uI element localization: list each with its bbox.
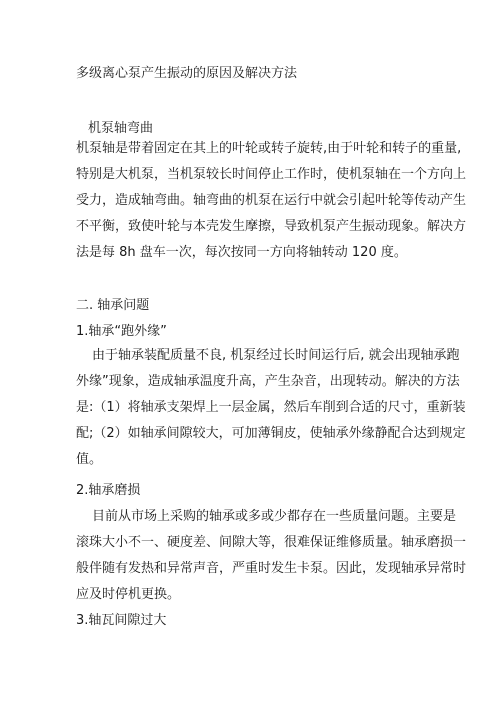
section-heading-bearing-problems: 二. 轴承问题: [76, 298, 150, 313]
section-heading-shaft-bending: 机泵轴弯曲: [88, 121, 154, 136]
paragraph-line: 应及时停机更换。: [76, 587, 181, 602]
paragraph-line: 法是每 8h 盘车一次，每次按同一方向将轴转动 120 度。: [76, 245, 407, 260]
subheading-bearing-wear: 2.轴承磨损: [76, 483, 141, 498]
paragraph-bearing-outer-ring: [76, 343, 466, 473]
paragraph-line: 外缘”现象，造成轴承温度升高，产生杂音，出现转动。解决的方法: [76, 374, 460, 389]
document-title: 多级离心泵产生振动的原因及解决方法: [76, 66, 298, 81]
paragraph-line: 不平衡，致使叶轮与本壳发生摩擦，导致机泵产生振动现象。解决方: [76, 219, 467, 234]
paragraph-line: 滚珠大小不一、硬度差、间隙大等，很难保证维修质量。轴承磨损一: [76, 535, 467, 550]
paragraph-line: 受力，造成轴弯曲。轴弯曲的机泵在运行中就会引起叶轮等传动产生: [76, 193, 467, 208]
paragraph-shaft-bending: [76, 136, 467, 266]
paragraph-line: 是:（1）将轴承支架焊上一层金属，然后车削到合适的尺寸，重新装: [76, 400, 466, 415]
paragraph-line: 由于轴承装配质量不良, 机泵经过长时间运行后, 就会出现轴承跑: [92, 348, 460, 363]
paragraph-line: 值。: [76, 452, 103, 467]
subheading-bearing-clearance: 3.轴瓦间隙过大: [76, 613, 167, 628]
paragraph-line: 机泵轴是带着固定在其上的叶轮或转子旋转,由于叶轮和转子的重量,: [76, 141, 462, 156]
paragraph-line: 配;（2）如轴承间隙较大，可加薄铜皮，使轴承外缘静配合达到规定: [76, 426, 466, 441]
paragraph-line: 目前从市场上采购的轴承或多或少都存在一些质量问题。主要是: [92, 509, 457, 524]
subheading-bearing-outer-ring: 1.轴承“跑外缘”: [76, 324, 167, 339]
paragraph-line: 般伴随有发热和异常声音，严重时发生卡泵。因此，发现轴承异常时: [76, 561, 467, 576]
paragraph-line: 特别是大机泵，当机泵较长时间停止工作时，使机泵轴在一个方向上: [76, 167, 467, 182]
paragraph-bearing-wear: [76, 504, 467, 608]
